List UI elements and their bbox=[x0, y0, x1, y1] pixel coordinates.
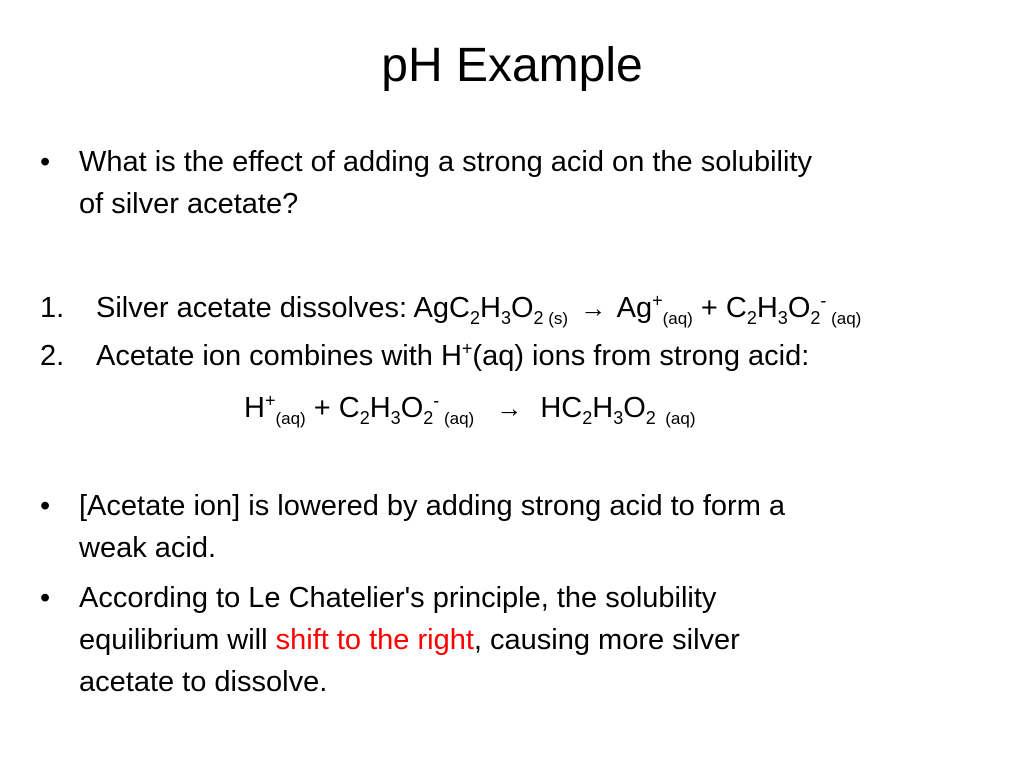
bullet-3-line-2: equilibrium will shift to the right, causing more silver bbox=[79, 624, 740, 656]
step-1-number: 1. bbox=[40, 292, 65, 324]
question-line-2: of silver acetate? bbox=[79, 188, 299, 220]
reaction-arrow-icon: → bbox=[580, 293, 607, 323]
step-1-text: Silver acetate dissolves: $AgC_2H_3O_2$ $_{(s)} \to Ag^+_{(aq)} + C_2H_3O_2^-$ $_{(aq)}$ bbox=[96, 288, 861, 328]
bullet-marker: • bbox=[40, 582, 51, 614]
highlight-text: shift to the right bbox=[275, 624, 474, 656]
bullet-2-line-1: [Acetate ion] is lowered by adding strong acid to form a bbox=[79, 490, 786, 522]
bullet-marker: • bbox=[40, 146, 51, 178]
step-2-number: 2. bbox=[40, 340, 65, 372]
question-line-1: What is the effect of adding a strong acid on the solubility bbox=[79, 146, 812, 178]
acid-equation: $H^+_{(aq)} + C_2H_3O_2^-$ $_{(aq)} \to HC_2H_3O_2$ $_{(aq)}$ bbox=[244, 388, 696, 428]
bullet-3-line-1: According to Le Chatelier's principle, the solubility bbox=[79, 582, 717, 614]
bullet-marker: • bbox=[40, 490, 51, 522]
bullet-2-line-2: weak acid. bbox=[79, 532, 217, 564]
reaction-arrow-icon: → bbox=[496, 393, 523, 423]
bullet-3-line-3: acetate to dissolve. bbox=[79, 666, 328, 698]
step-2-text: Acetate ion combines with H+(aq) ions from strong acid: bbox=[96, 338, 810, 372]
slide-title: pH Example bbox=[381, 39, 643, 92]
